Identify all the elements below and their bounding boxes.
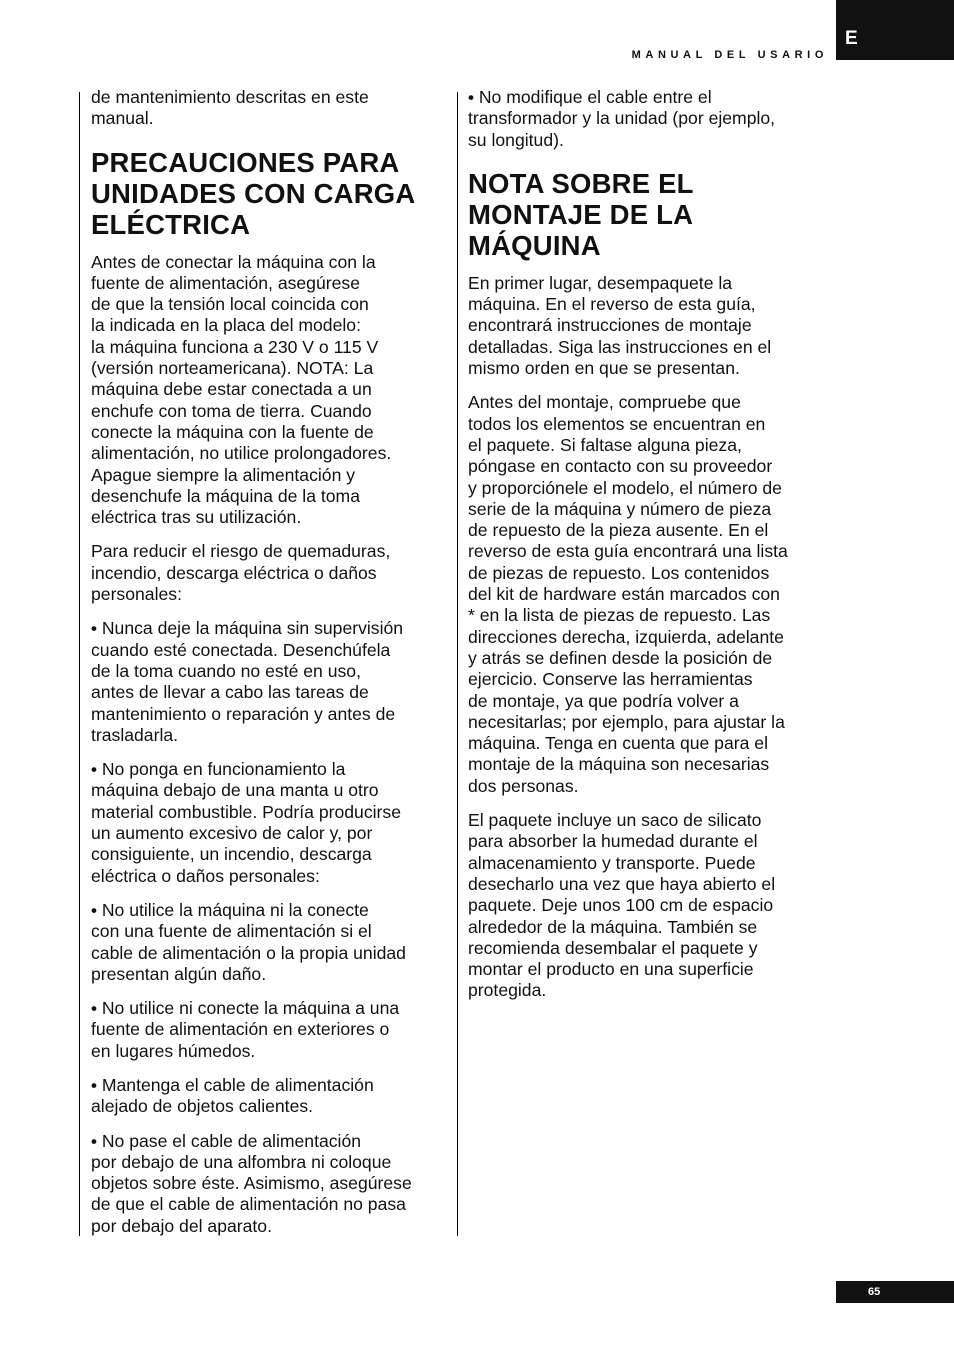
paragraph: Para reducir el riesgo de quemaduras, incendio, descarga eléctrica o daños personales: [91,541,391,605]
right-column [468,87,824,1015]
left-column [91,87,447,1250]
left-column-rule [79,92,80,1236]
section-heading-precautions: PRECAUCIONES PARA UNIDADES CON CARGA ELÉCTRICA [91,146,416,240]
bullet-item [468,87,824,151]
bullet-text: No utilice la máquina ni la conecte con una fuente de alimentación si el cable de alimentación o la propia unidad presentan algún daño. [91,899,406,984]
bullet-text: Nunca deje la máquina sin supervisión cuando esté conectada. Desenchúfela de la toma cuando no esté en uso, antes de llevar a cabo las tareas de mantenimiento o reparación y antes de trasladarla. [91,618,404,745]
bullet-text: No ponga en funcionamiento la máquina debajo de una manta u otro material combustible. Podría producirse un aumento excesivo de calor y, por consiguiente, un incendio, descarga eléctrica o daños personales: [91,759,401,886]
bullet-icon: • [91,1075,97,1095]
bullet-text: No utilice ni conecte la máquina a una fuente de alimentación en exteriores o en lugares húmedos. [91,998,400,1061]
bullet-icon: • [91,900,97,920]
bullet-item [91,618,447,746]
bullet-text: Mantenga el cable de alimentación alejado de objetos calientes. [91,1074,374,1117]
paragraph: El paquete incluye un saco de silicato para absorber la humedad durante el almacenamiento y transporte. Puede desecharlo una vez que haya abierto el paquete. Deje unos 100 cm de espacio alrededor de la máquina. También se recomienda desembalar el paquete y montar el producto en una superficie protegida. [468,810,776,1001]
bullet-icon: • [91,1131,97,1151]
center-column-rule [457,92,458,1236]
bullet-icon: • [91,619,97,639]
section-heading-assembly: NOTA SOBRE EL MONTAJE DE LA MÁQUINA [468,167,694,261]
header-title: MANUAL DEL USARIO [631,49,828,61]
bullet-text: No pase el cable de alimentación por debajo de una alfombra ni coloque objetos sobre éste. Asimismo, asegúrese de que el cable de alimentación no pasa por debajo del aparato. [91,1130,412,1236]
bullet-icon: • [91,999,97,1019]
paragraph: Antes de conectar la máquina con la fuente de alimentación, asegúrese de que la tensión local coincida con la indicada en la placa del modelo: la máquina funciona a 230 V o 115 V (versión norteamericana). NOTA: La máquina debe estar conectada a un enchufe con toma de tierra. Cuando conecte la máquina con la fuente de alimentación, no utilice prolongadores. Apague siempre la alimentación y desenchufe la máquina de la toma eléctrica tras su utilización. [91,251,392,528]
paragraph: Antes del montaje, compruebe que todos los elementos se encuentran en el paquete. Si faltase alguna pieza, póngase en contacto con su proveedor y proporciónele el modelo, el número de serie de la máquina y número de pieza de repuesto de la pieza ausente. En el reverso de esta guía encontrará una lista de piezas de repuesto. Los contenidos del kit de hardware están marcados con * en la lista de piezas de repuesto. Las direcciones derecha, izquierda, adelante y atrás se definen desde la posición de ejercicio. Conserve las herramientas de montaje, ya que podría volver a necesitarlas; por ejemplo, para ajustar la máquina. Tenga en cuenta que para el montaje de la máquina son necesarias dos personas. [468,392,788,796]
paragraph: En primer lugar, desempaquete la máquina. En el reverso de esta guía, encontrará instrucciones de montaje detalladas. Siga las instrucciones en el mismo orden en que se presentan. [468,272,772,379]
language-tab: E [836,0,954,60]
bullet-icon: • [91,760,97,780]
page-number: 65 [836,1281,954,1303]
bullet-item [91,900,447,985]
bullet-text: No modifique el cable entre el transformador y la unidad (por ejemplo, su longitud). [468,87,776,150]
bullet-item [91,998,447,1062]
bullet-item [91,759,447,887]
bullet-item [91,1131,447,1237]
bullet-item [91,1075,447,1118]
intro-continuation: de mantenimiento descritas en este manual. [91,87,369,129]
bullet-icon: • [468,88,474,107]
